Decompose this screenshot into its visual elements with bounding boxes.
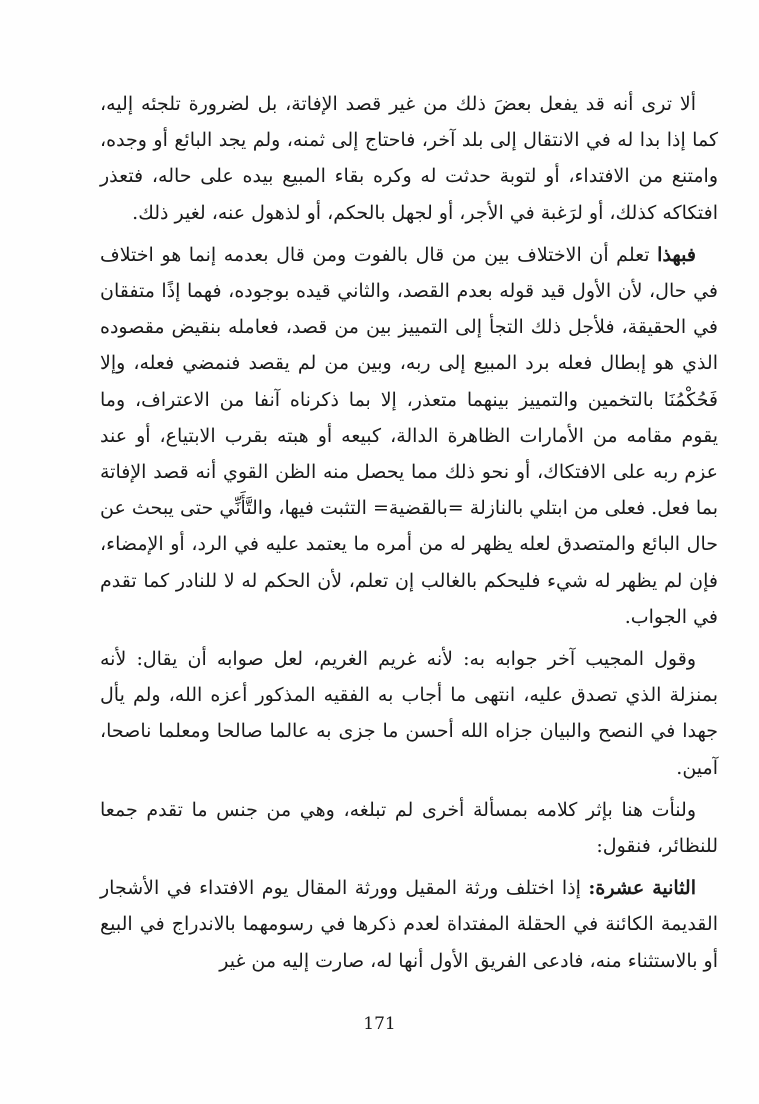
paragraph-2-text: تعلم أن الاختلاف بين من قال بالفوت ومن قال بعدمه إنما هو اختلاف في حال، لأن الأول قيد قوله بعدم القصد، والثاني قيده بوجوده، فهما إذًا متفقان في الحقيقة، فلأجل ذلك التجأ إلى التمييز بين من قصد، فعامله بنقيض مقصوده الذي هو إبطال فعله برد المبيع إلى ربه، وبين من لم يقصد فنمضي فعله، وإلا فَحُكْمُنَا بالتخمين والتمييز بينهما متعذر، إلا بما ذكرناه آنفا من الاعتراف، وما يقوم مقامه من الأمارات الظاهرة الدالة، كبيعه أو هبته بقرب الابتياع، أو عند عزم ربه على الافتكاك، أو نحو ذلك مما يحصل منه الظن القوي أنه قصد الإفاتة بما فعل. فعلى من ابتلي بالنازلة =بالقضية= التثبت فيها، والتَّأَنِّي حتى يبحث عن حال البائع والمتصدق لعله يظهر له من أمره ما يعتمد عليه في الرد، أو الإمضاء، فإن لم يظهر له شيء فليحكم بالغالب إن تعلم، لأن الحكم له لا للنادر كما تقدم في الجواب.	[100, 243, 718, 628]
paragraph-2	[100, 237, 718, 635]
paragraph-5-lead: الثانية عشرة:	[588, 877, 696, 900]
paragraph-1-text: ألا ترى أنه قد يفعل بعضَ ذلك من غير قصد الإفاتة، بل لضرورة تلجئه إليه، كما إذا بدا له في الانتقال إلى بلد آخر، فاحتاج إلى ثمنه، ولم يجد البائع أو وجده، وامتنع من الافتداء، أو لتوبة حدثت له وكره بقاء المبيع بيده على حاله، فتعذر افتكاكه كذلك، أو لرَغبة في الأجر، أو لجهل بالحكم، أو لذهول عنه، لغير ذلك.	[100, 93, 718, 224]
paragraph-5	[100, 870, 718, 979]
paragraph-3	[100, 641, 718, 786]
paragraph-4	[100, 792, 718, 864]
paragraph-2-lead: فبهذا	[657, 243, 696, 266]
body-text	[100, 86, 718, 979]
page-number: 171	[363, 1014, 396, 1034]
paragraph-4-text: ولنأت هنا بإثر كلامه بمسألة أخرى لم تبلغه، وهي من جنس ما تقدم جمعا للنظائر، فنقول:	[100, 798, 718, 858]
paragraph-3-text: وقول المجيب آخر جوابه به: لأنه غريم الغريم، لعل صوابه أن يقال: لأنه بمنزلة الذي تصدق عليه، انتهى ما أجاب به الفقيه المذكور أعزه الله، ولم يأل جهدا في النصح والبيان جزاه الله أحسن ما جزى به عالما صالحا ومعلما ناصحا، آمين.	[100, 648, 718, 779]
paragraph-1	[100, 86, 718, 231]
paragraph-5-text: إذا اختلف ورثة المقيل وورثة المقال يوم الافتداء في الأشجار القديمة الكائنة في الحقلة المفتداة لعدم ذكرها في رسومهما بالاندراج في البيع أو بالاستثناء منه، فادعى الفريق الأول أنها له، صارت إليه من غير	[100, 877, 718, 972]
